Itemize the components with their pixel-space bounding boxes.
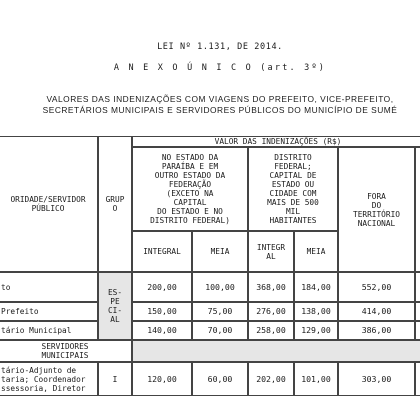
row-value: 120,00 xyxy=(132,362,192,396)
authority-header: ORIDADE/SERVIDOR PÚBLICO xyxy=(0,136,98,272)
row-extra-cell xyxy=(415,321,420,340)
indemnity-table xyxy=(0,136,420,420)
group-especial-cell: ES- PE CI- AL xyxy=(98,272,132,340)
integral-header-1: INTEGRAL xyxy=(132,231,192,272)
row-value: 60,00 xyxy=(192,362,248,396)
values-header: VALOR DAS INDENIZAÇÕES (R$) xyxy=(132,136,420,147)
region-state-header: NO ESTADO DA PARAÍBA E EM OUTRO ESTADO DA FEDERAÇÃO (EXCETO NA CAPITAL DO ESTADO E NO DISTRITO FEDERAL) xyxy=(132,147,248,231)
region-capital-header: DISTRITO FEDERAL; CAPITAL DE ESTADO OU CIDADE COM MAIS DE 500 MIL HABITANTES xyxy=(248,147,338,231)
section-servidores: SERVIDORES MUNICIPAIS xyxy=(0,340,132,362)
row-value: 184,00 xyxy=(294,272,338,302)
row-value: 140,00 xyxy=(132,321,192,340)
row-label: tário-Adjunto de taria; Coordenador ssessoria, Diretor xyxy=(0,362,98,396)
document-title-line1: VALORES DAS INDENIZAÇÕES COM VIAGENS DO PREFEITO, VICE-PREFEITO, xyxy=(46,94,394,104)
section-servidores-fill xyxy=(132,340,420,362)
extra-column-header xyxy=(415,147,420,272)
row-label: Prefeito xyxy=(0,302,98,321)
row-value: 552,00 xyxy=(338,272,415,302)
row-value: 386,00 xyxy=(338,321,415,340)
row-value: 258,00 xyxy=(248,321,294,340)
row-extra-cell xyxy=(415,302,420,321)
row-value: 150,00 xyxy=(132,302,192,321)
row-value: 138,00 xyxy=(294,302,338,321)
row-value: 303,00 xyxy=(338,362,415,396)
half-header-2: MEIA xyxy=(294,231,338,272)
row-extra-cell xyxy=(415,272,420,302)
row-value: 414,00 xyxy=(338,302,415,321)
row-extra-cell xyxy=(415,362,420,396)
row-label: tário Municipal xyxy=(0,321,98,340)
law-number: LEI Nº 1.131, DE 2014. xyxy=(157,42,283,52)
row-value: 129,00 xyxy=(294,321,338,340)
row-value: 75,00 xyxy=(192,302,248,321)
row-value: 100,00 xyxy=(192,272,248,302)
document-title-line2: SECRETÁRIOS MUNICIPAIS E SERVIDORES PÚBLICOS DO MUNICÍPIO DE SUMÉ xyxy=(42,105,398,115)
integral-header-2: INTEGR AL xyxy=(248,231,294,272)
half-header-1: MEIA xyxy=(192,231,248,272)
row-value: 276,00 xyxy=(248,302,294,321)
group-cell: I xyxy=(98,362,132,396)
annex-title: A N E X O Ú N I C O (art. 3º) xyxy=(113,63,327,73)
row-value: 200,00 xyxy=(132,272,192,302)
row-value: 101,00 xyxy=(294,362,338,396)
row-value: 70,00 xyxy=(192,321,248,340)
row-value: 368,00 xyxy=(248,272,294,302)
row-value: 202,00 xyxy=(248,362,294,396)
row-label: to xyxy=(0,272,98,302)
region-abroad-header: FORA DO TERRITÓRIO NACIONAL xyxy=(338,147,415,272)
group-header: GRUP O xyxy=(98,136,132,272)
